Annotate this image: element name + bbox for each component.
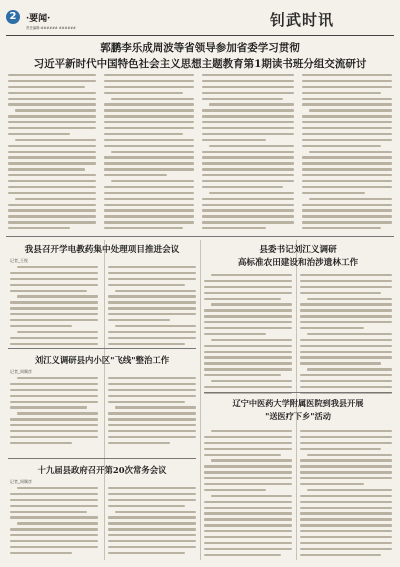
article-body-3a <box>10 377 98 448</box>
article-title-4-line2: "送医疗下乡"活动 <box>265 411 331 421</box>
column-separator-1 <box>104 240 105 560</box>
article-body-1a <box>10 266 98 348</box>
article-byline-3: 记者_周顺彦 <box>10 369 32 374</box>
article-byline-1: 记者_王悦 <box>10 258 28 263</box>
masthead: 钊武时讯 <box>270 11 335 29</box>
article-3-top-rule <box>8 348 196 349</box>
lead-title-line1: 郭鹏李乐成周波等省领导参加省委学习贯彻 <box>100 42 300 54</box>
article-4-top-rule <box>204 392 392 393</box>
page-number: 2 <box>6 10 20 24</box>
header-rule <box>6 35 394 36</box>
section-label: ·要闻· <box>26 14 51 24</box>
article-body-2a <box>204 274 292 398</box>
page-header <box>0 0 400 36</box>
article-title-2-line1: 县委书记刘江义调研 <box>259 245 337 255</box>
lead-body-col3 <box>202 74 294 233</box>
article-title-4-line1: 辽宁中医药大学附属医院到我县开展 <box>232 398 364 408</box>
article-title-3: 刘江义调研县内小区"飞线"整治工作 <box>34 355 170 365</box>
article-title-5: 十九届县政府召开第20次常务会议 <box>37 465 167 475</box>
lead-title-line2: 习近平新时代中国特色社会主义思想主题教育第1期读书班分组交流研讨 <box>33 58 367 70</box>
lead-body-col1 <box>8 74 96 233</box>
article-body-2b <box>300 274 392 398</box>
article-body-4a <box>204 430 292 560</box>
lead-body-col2 <box>104 74 194 233</box>
article-byline-5: 记者_周顺彦 <box>10 479 32 484</box>
article-body-5a <box>10 487 98 558</box>
article-body-1b <box>108 266 196 348</box>
lead-bottom-rule <box>6 236 394 237</box>
lead-body-col4 <box>302 74 392 233</box>
article-body-5b <box>108 487 196 558</box>
article-body-4b <box>300 430 392 560</box>
column-separator-2 <box>200 240 201 560</box>
editor-meta: 责任编辑:###### ###### <box>26 26 76 30</box>
article-title-1: 我县召开学电教药集中处理项目推进会议 <box>24 245 180 255</box>
article-body-3b <box>108 377 196 448</box>
article-5-top-rule <box>8 458 196 459</box>
article-title-2-line2: 高标准农田建设和治涉遗林工作 <box>237 258 359 268</box>
